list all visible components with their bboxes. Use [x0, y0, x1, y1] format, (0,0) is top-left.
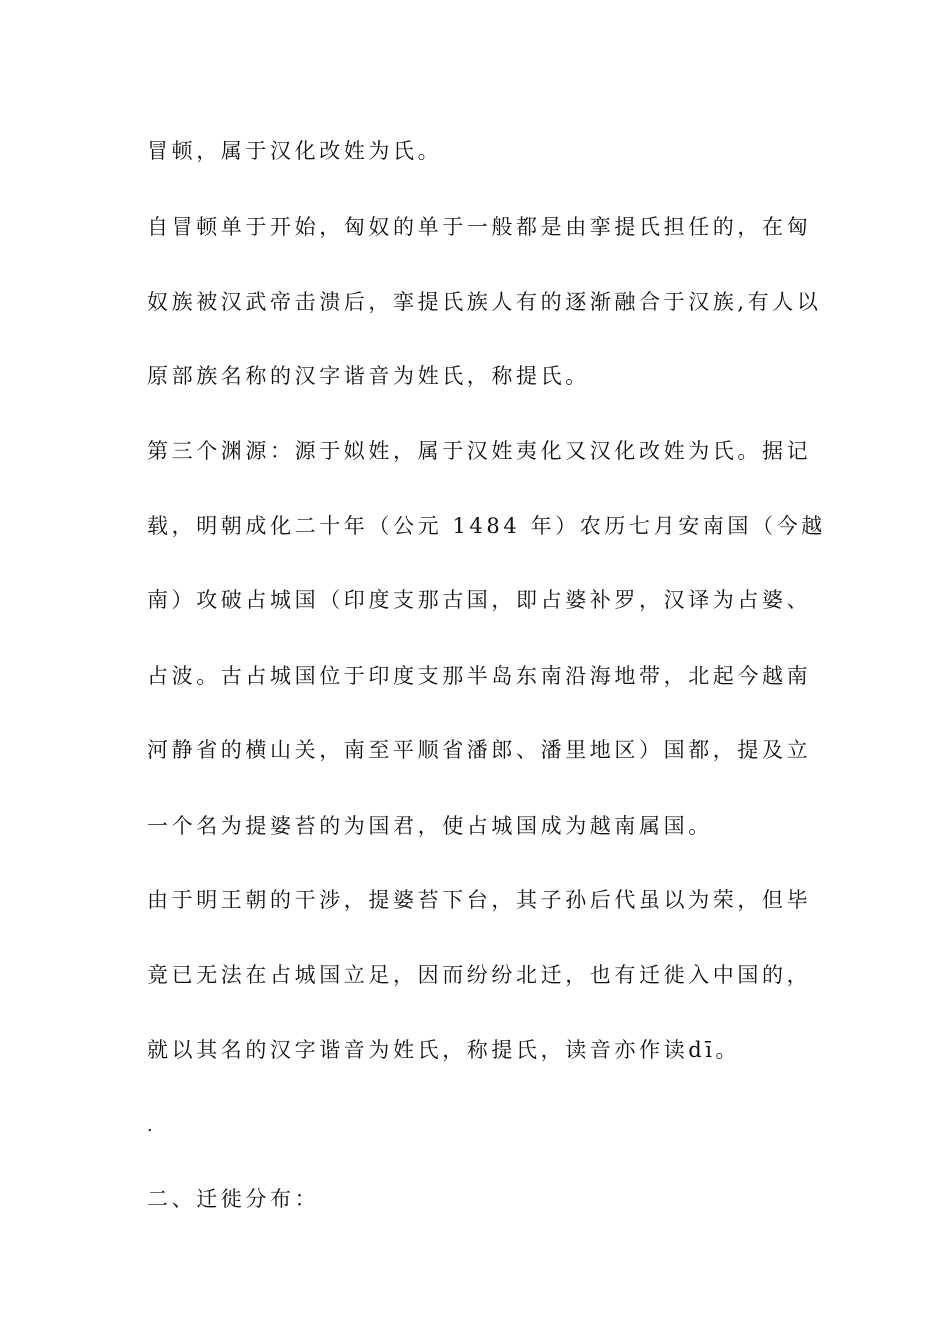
- paragraph-line-11: 由于明王朝的干涉，提婆苔下台，其子孙后代虽以为荣，但毕: [147, 888, 812, 912]
- paragraph-line-12: 竟已无法在占城国立足，因而纷纷北迁，也有迁徙入中国的，: [147, 963, 812, 987]
- separator-dot: .: [147, 1115, 153, 1136]
- paragraph-line-13: 就以其名的汉字谐音为姓氏，称提氏，读音亦作读dī。: [147, 1038, 741, 1062]
- paragraph-line-6: 载，明朝成化二十年（公元 1484 年）农历七月安南国（今越: [147, 514, 826, 538]
- paragraph-line-5: 第三个渊源：源于姒姓，属于汉姓夷化又汉化改姓为氏。据记: [147, 439, 812, 463]
- paragraph-line-2: 自冒顿单于开始，匈奴的单于一般都是由挛提氏担任的，在匈: [147, 215, 812, 239]
- paragraph-line-1: 冒顿，属于汉化改姓为氏。: [147, 139, 443, 163]
- paragraph-line-8: 占波。古占城国位于印度支那半岛东南沿海地带，北起今越南: [147, 664, 812, 688]
- section-heading: 二、迁徙分布：: [147, 1187, 320, 1211]
- paragraph-line-9: 河静省的横山关，南至平顺省潘郎、潘里地区）国都，提及立: [147, 738, 812, 762]
- paragraph-line-10: 一个名为提婆苔的为国君，使占城国成为越南属国。: [147, 814, 713, 838]
- paragraph-line-3: 奴族被汉武帝击溃后，挛提氏族人有的逐渐融合于汉族,有人以: [147, 290, 822, 314]
- paragraph-line-7: 南）攻破占城国（印度支那古国，即占婆补罗，汉译为占婆、: [147, 588, 812, 612]
- paragraph-line-4: 原部族名称的汉字谐音为姓氏，称提氏。: [147, 364, 590, 388]
